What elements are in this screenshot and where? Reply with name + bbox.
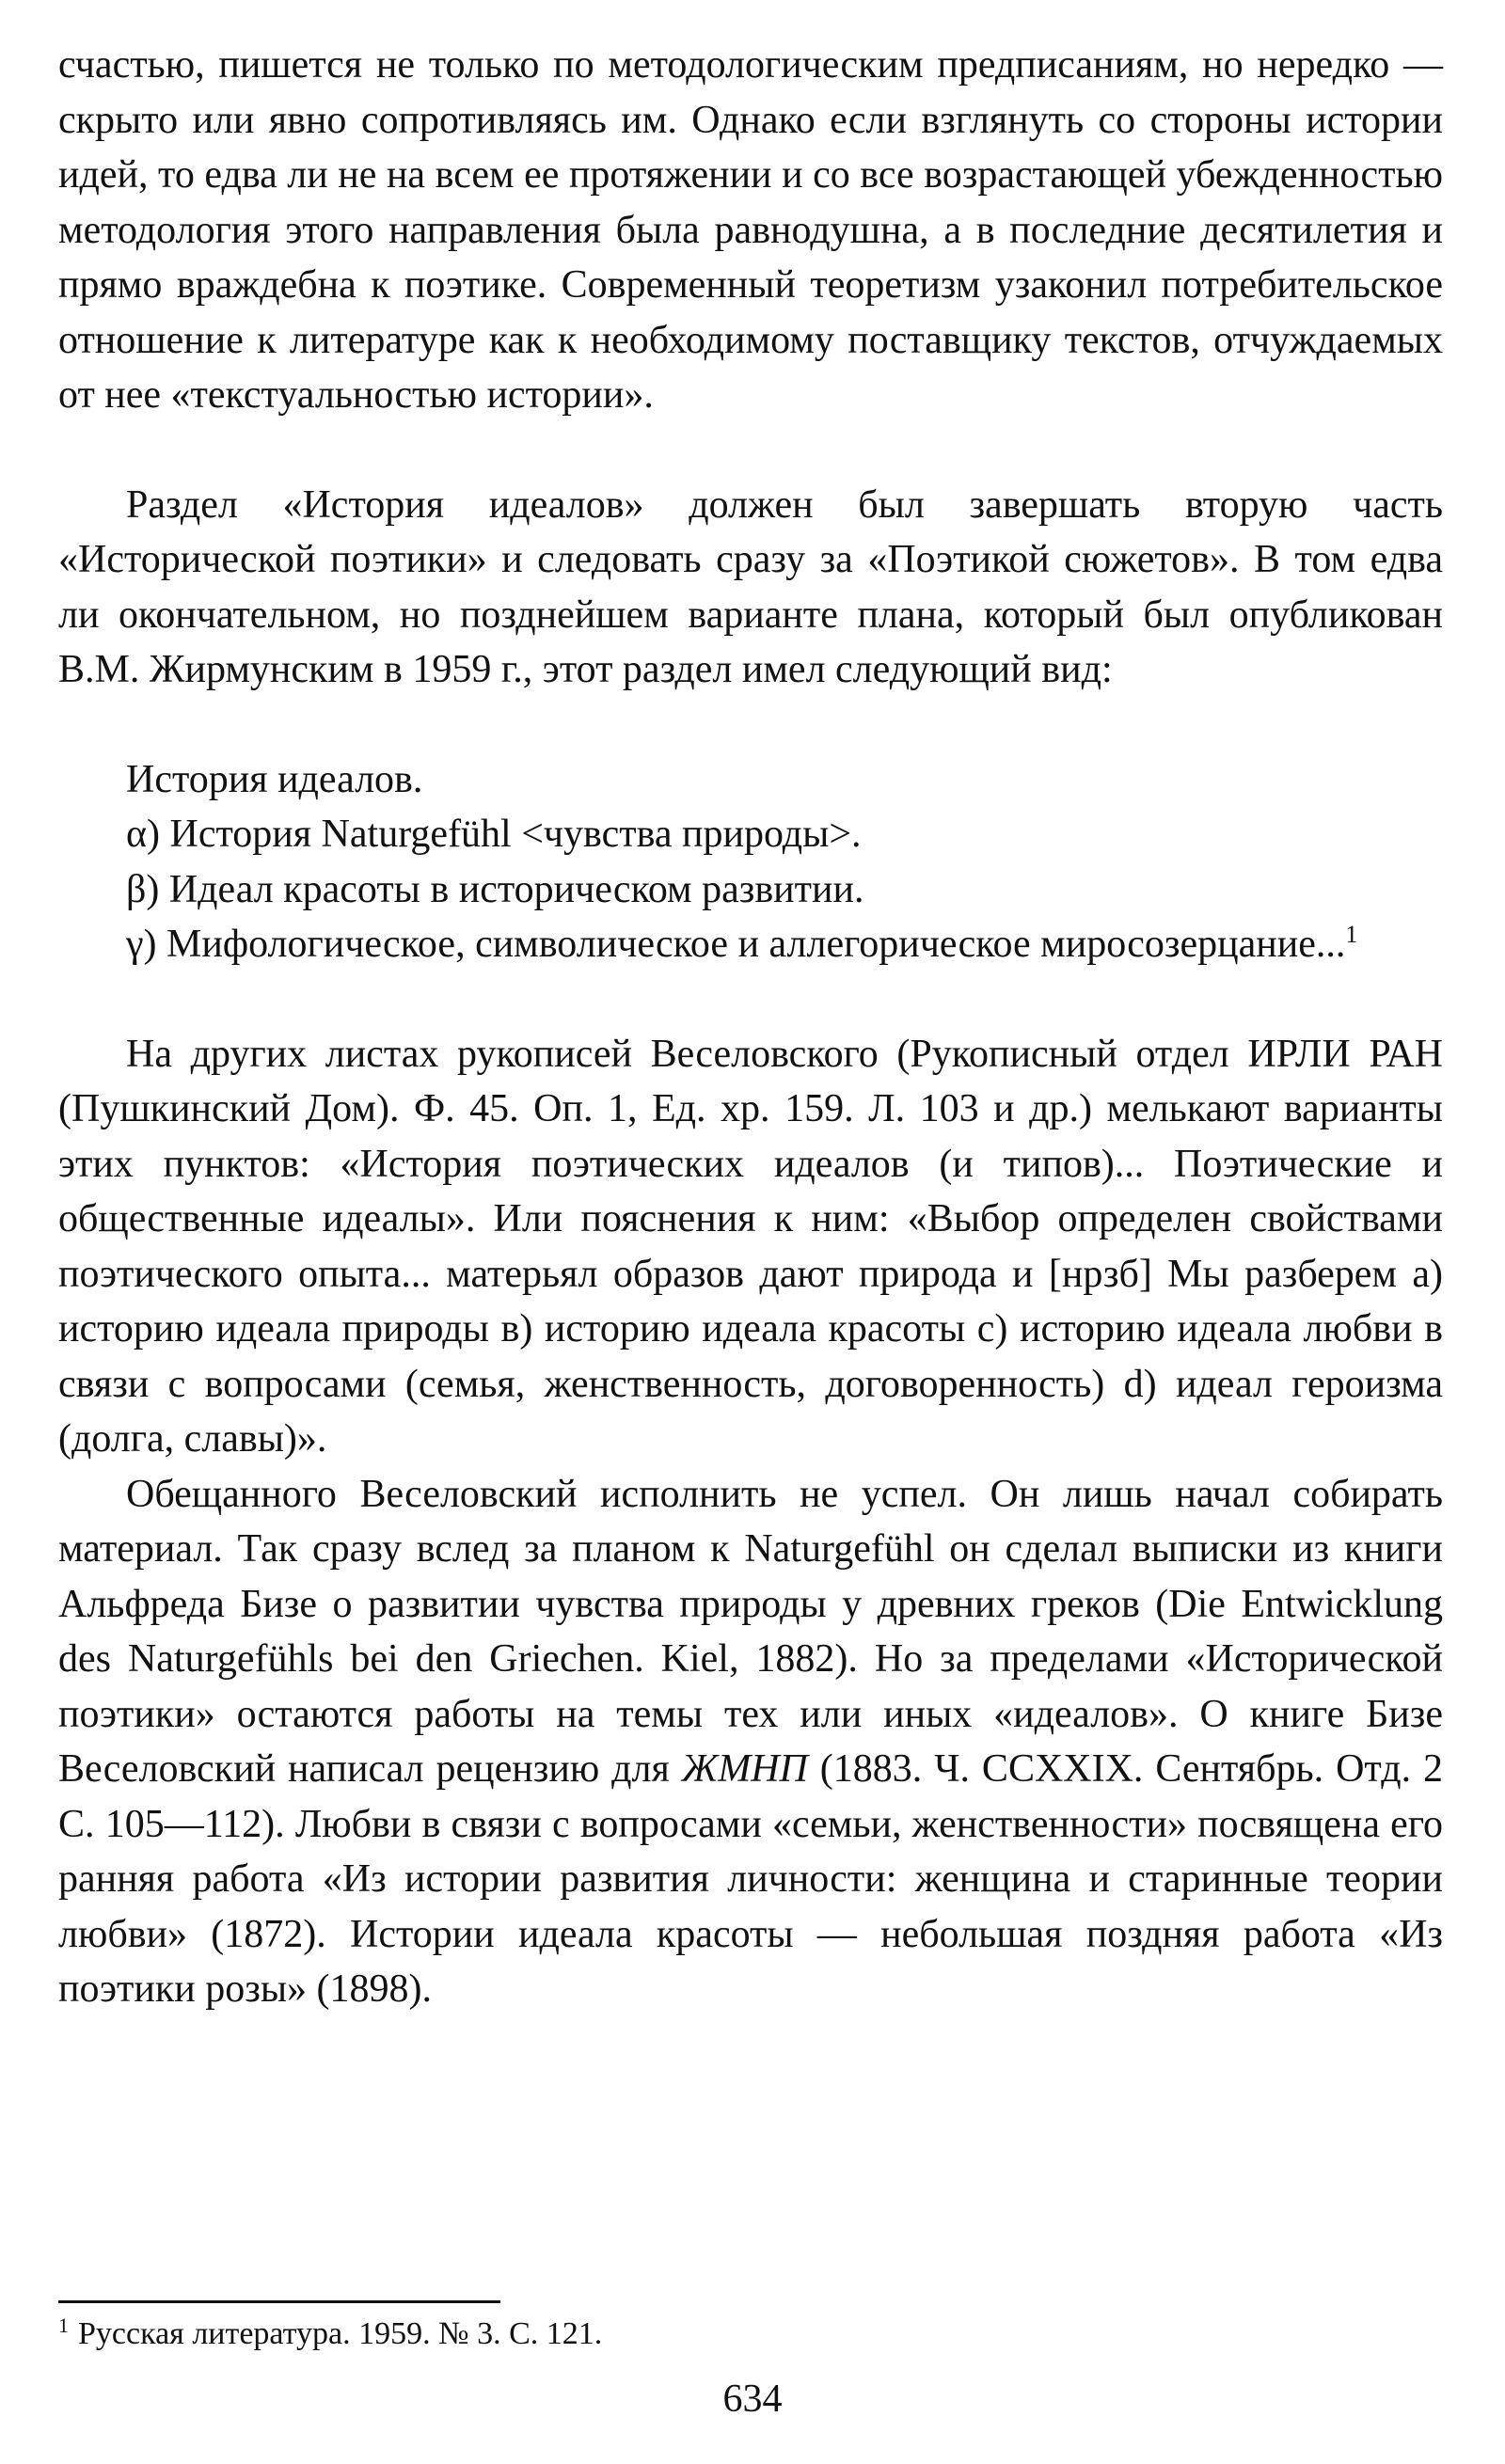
- paragraph-4: [58, 1467, 1443, 2017]
- page-body: [58, 38, 1443, 2017]
- plan-outline: [58, 752, 1443, 972]
- paragraph-gap: [58, 698, 1443, 752]
- paragraph-1: счастью, пишется не только по методологическим предписаниям, но нередко — скрыто или явно сопротивляясь им. Однако если взглянуть со стороны истории идей, то едва ли не на всем ее протяжении и со все возрастающей убежденностью методология этого направления была равнодушна, а в последние десятилетия и прямо враждебна к поэтике. Современный теоретизм узаконил потребительское отношение к литературе как к необходимому поставщику текстов, отчуждаемых от нее «текстуальностью истории».: [58, 43, 1443, 417]
- paragraph-4-text-end: (1883. Ч. CCXXIX. Сентябрь. Отд. 2 С. 105—112). Любви в связи с вопросами «семьи, женственности» посвящена его ранняя работа «Из истории развития личности: женщина и старинные теории любви» (1872). Истории идеала красоты — небольшая поздняя работа «Из поэтики розы» (1898).: [58, 1747, 1444, 2011]
- footnote-reference: 1: [1345, 921, 1358, 948]
- plan-item-c: [126, 917, 1443, 972]
- footnote-mark: 1: [58, 2313, 69, 2337]
- footnote-divider: [58, 2300, 500, 2303]
- footnote: [58, 2314, 1281, 2355]
- paragraph-2: Раздел «История идеалов» должен был завершать вторую часть «Исторической поэтики» и следовать сразу за «Поэтикой сюжетов». В том едва ли окончательном, но позднейшем варианте плана, который был опубликован В.М. Жирмунским в 1959 г., этот раздел имел следующий вид:: [58, 482, 1443, 691]
- journal-title-italic: ЖМНП: [681, 1747, 808, 1791]
- footnote-text: Русская литература. 1959. № 3. С. 121.: [78, 2316, 603, 2351]
- paragraph-gap: [58, 423, 1443, 478]
- page-number: 634: [722, 2377, 783, 2421]
- plan-item-c-text: γ) Мифологическое, символическое и аллегорическое миросозерцание...: [126, 923, 1346, 966]
- paragraph-3: На других листах рукописей Веселовского (Рукописный отдел ИРЛИ РАН (Пушкинский Дом). Ф. 45. Оп. 1, Ед. хр. 159. Л. 103 и др.) мелькают варианты этих пунктов: «История поэтических идеалов (и типов)... Поэтические и общественные идеалы». Или пояснения к ним: «Выбор определен свойствами поэтического опыта... матерьял образов дают природа и [нрзб] Мы разберем а) историю идеала природы в) историю идеала красоты с) историю идеала любви в связи с вопросами (семья, женственность, договоренность) d) идеал героизма (долга, славы)».: [58, 1032, 1443, 1461]
- paragraph-4-text-start: Обещанного Веселовский исполнить не успел. Он лишь начал собирать материал. Так сразу вслед за планом к Naturgefühl он сделал выписки из книги Альфреда Бизе о развитии чувства природы у древних греков (Die Entwicklung des Naturgefühls bei den Griechen. Kiel, 1882). Но за пределами «Исторической поэтики» остаются работы на темы тех или иных «идеалов». О книге Бизе Веселовский написал рецензию для: [58, 1472, 1443, 1791]
- plan-item-b: β) Идеал красоты в историческом развитии.: [126, 867, 864, 911]
- paragraph-gap: [58, 972, 1443, 1027]
- plan-item-a: α) История Naturgefühl <чувства природы>.: [126, 813, 862, 856]
- plan-title: История идеалов.: [126, 757, 423, 801]
